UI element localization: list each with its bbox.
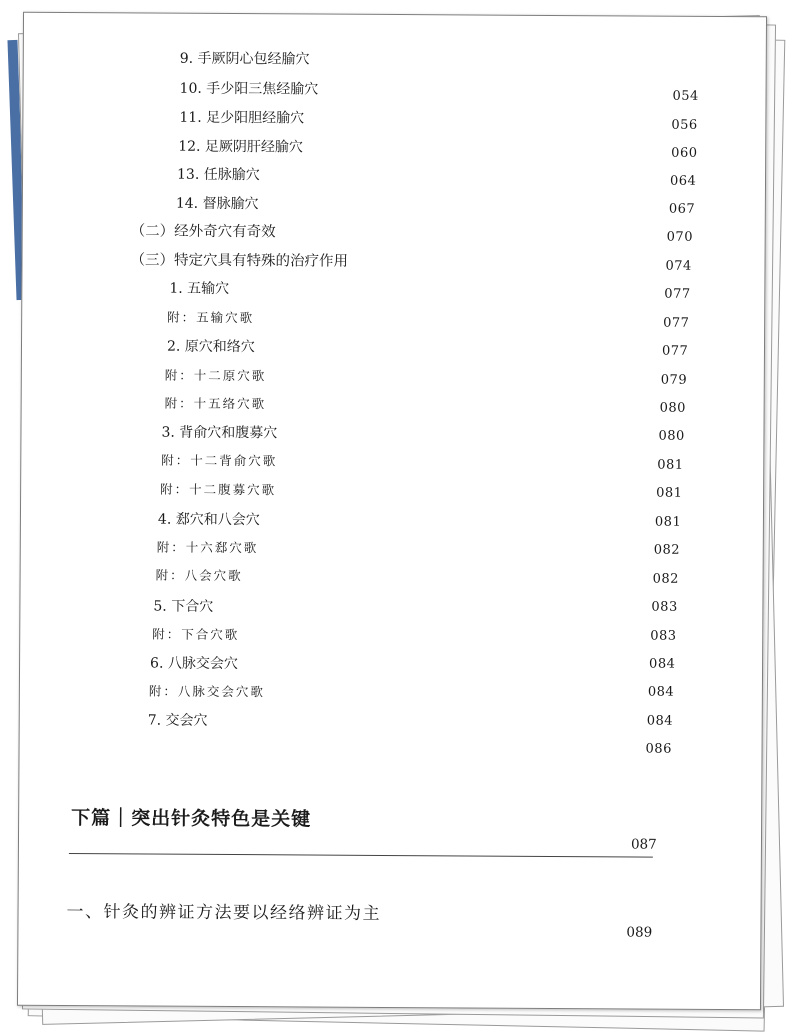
toc-entry-title: 14. 督脉腧穴 [175,195,259,213]
toc-entry-title: 附：下合穴歌 [152,626,240,643]
toc-entry-page: 083 [650,628,677,644]
toc-entry-page: 082 [652,571,679,587]
toc-entry-title: 附：十五络穴歌 [164,395,267,412]
toc-page [17,12,767,1011]
toc-entry-title: （二）经外奇穴有奇效 [130,223,276,241]
toc-entry-page: 074 [665,258,692,274]
toc-entry-title: 附：五输穴歌 [167,309,255,326]
part-title: 下篇｜突出针灸特色是关键 [71,807,312,831]
toc-entry-title: 13. 任脉腧穴 [177,166,260,184]
toc-entry-page: 083 [651,599,678,615]
toc-entry-title: 1. 五输穴 [169,280,230,298]
toc-entry-page: 077 [661,343,689,359]
toc-entry-title: 附：十六郄穴歌 [156,539,259,556]
toc-entry-page: 077 [664,286,691,302]
toc-entry-page: 056 [671,117,698,133]
toc-entry-page: 060 [671,145,698,161]
toc-entry-title: 附：八脉交会穴歌 [148,683,265,700]
toc-entry-title: （三）特定穴具有特殊的治疗作用 [130,252,349,270]
toc-entry-title: 12. 足厥阴肝经腧穴 [178,138,303,156]
table-of-contents [18,13,766,1010]
toc-entry-title: 11. 足少阳胆经腧穴 [179,109,305,127]
toc-entry-title: 附：八会穴歌 [155,567,243,584]
toc-entry-page: 081 [654,514,682,530]
toc-entry-page: 079 [660,372,688,388]
toc-entry-title: 7. 交会穴 [147,712,208,729]
toc-entry-page: 081 [656,485,683,501]
toc-entry-title: 附：十二腹募穴歌 [160,481,277,498]
toc-entry-title: 4. 郄穴和八会穴 [157,511,260,529]
toc-entry-title: 9. 手厥阴心包经腧穴 [179,50,310,68]
toc-entry-page: 077 [663,315,690,331]
toc-entry-title: 3. 背俞穴和腹募穴 [161,424,278,442]
toc-entry-page: 054 [672,88,699,104]
toc-entry-page: 070 [666,229,694,245]
toc-entry-title: 5. 下合穴 [153,598,214,615]
toc-entry-title: 附：十二原穴歌 [164,367,267,384]
toc-entry-title: 6. 八脉交会穴 [150,655,238,673]
toc-entry-page: 084 [646,713,674,729]
toc-entry-title: 10. 手少阳三焦经腧穴 [179,80,319,98]
toc-entry-page: 064 [669,173,697,189]
toc-entry-page: 080 [659,400,687,416]
toc-entry-page: 084 [647,684,675,700]
chapter-page-number: 089 [626,924,653,941]
toc-entry-title: 附：十二背俞穴歌 [161,452,278,469]
toc-entry-page: 080 [658,428,685,444]
toc-entry-page: 086 [645,741,672,757]
toc-entry-page: 082 [653,542,681,558]
toc-entry-page: 067 [668,201,696,217]
chapter-title: 一、针灸的辨证方法要以经络辨证为主 [66,902,382,924]
toc-entry-page: 081 [657,457,684,473]
part-page-number: 087 [630,836,657,853]
toc-entry-page: 084 [649,656,676,672]
toc-entry-title: 2. 原穴和络穴 [166,338,255,356]
